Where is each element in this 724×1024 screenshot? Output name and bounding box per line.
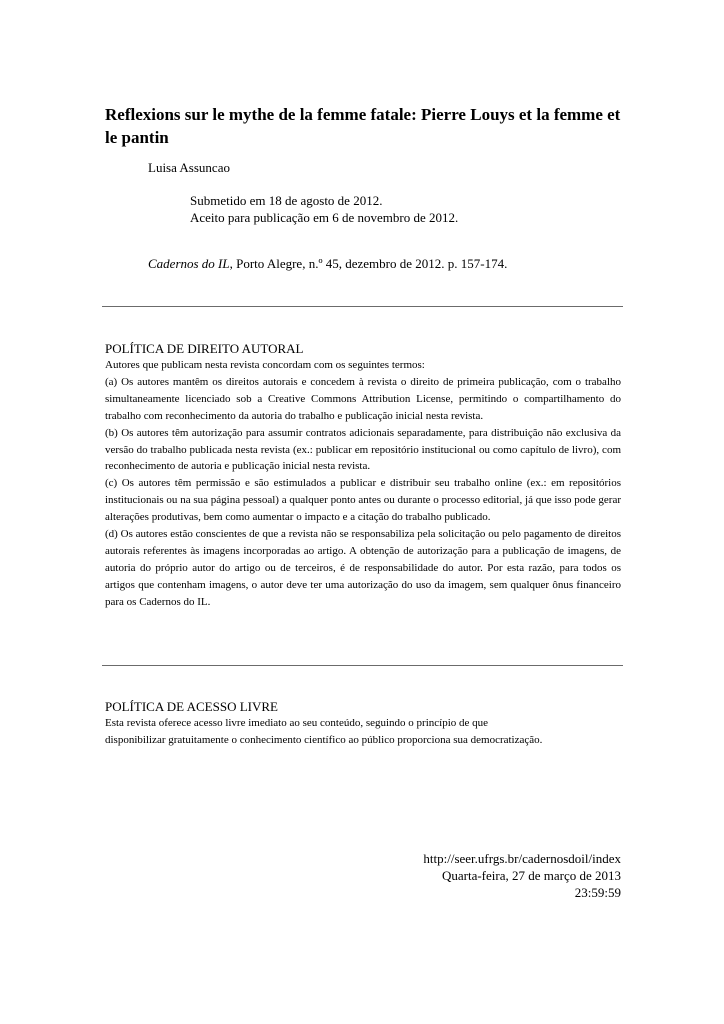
copyright-term-a: (a) Os autores mantêm os direitos autorais e concedem à revista o direito de primeira publicação, com o trabalho simultaneamente licenciado sob a Creative Commons Attribution License, permitindo o compartilhamento do trabalho com reconhecimento da autoria do trabalho e publicação inicial nesta revista. (105, 375, 621, 422)
footer-url[interactable]: http://seer.ufrgs.br/cadernosdoil/index (423, 851, 621, 866)
footer-date: Quarta-feira, 27 de março de 2013 (441, 868, 621, 883)
citation (148, 256, 507, 272)
citation-details: , Porto Alegre, n.º 45, dezembro de 2012. p. 157-174. (229, 256, 508, 271)
divider-bottom (102, 665, 623, 666)
copyright-term-c: (c) Os autores têm permissão e são estimulados a publicar e distribuir seu trabalho online (ex.: em repositórios institucionais ou na sua página pessoal) a qualquer ponto antes ou durante o processo editorial, já que isso pode gerar alterações produtivas, bem como aumentar o impacto e a citação do trabalho publicado. (105, 477, 621, 524)
open-access-heading: POLÍTICA DE ACESSO LIVRE (105, 699, 278, 714)
copyright-term-b: (b) Os autores têm autorização para assumir contratos adicionais separadamente, para distribuição não exclusiva da versão do trabalho publicada nesta revista (ex.: publicar em repositório institucional ou como capítulo de livro), com reconhecimento de autoria e publicação inicial nesta revista. (105, 426, 621, 473)
copyright-body (105, 357, 621, 611)
article-title: Reflexions sur le mythe de la femme fatale: Pierre Louys et la femme et le pantin (105, 105, 621, 147)
open-access-text: Esta revista oferece acesso livre imediato ao seu conteúdo, seguindo o princípio de que disponibilizar gratuitamente o conhecimento científico ao público proporciona sua democratização. (105, 717, 543, 746)
footer (423, 850, 621, 901)
citation-journal: Cadernos do IL (148, 256, 230, 271)
footer-time: 23:59:59 (574, 885, 621, 900)
divider-top (102, 306, 623, 307)
article-author: Luisa Assuncao (148, 160, 230, 175)
copyright-heading: POLÍTICA DE DIREITO AUTORAL (105, 341, 304, 356)
open-access-body (105, 715, 545, 749)
submission-dates (190, 192, 458, 226)
submitted-date: Submetido em 18 de agosto de 2012. (190, 193, 383, 208)
copyright-intro: Autores que publicam nesta revista concordam com os seguintes termos: (105, 359, 425, 371)
accepted-date: Aceito para publicação em 6 de novembro de 2012. (190, 210, 459, 225)
copyright-term-d: (d) Os autores estão conscientes de que a revista não se responsabiliza pela solicitação ou pelo pagamento de direitos autorais referentes às imagens incorporadas ao artigo. A obtenção de autorização para a publicação de imagens, de autoria do próprio autor do artigo ou de terceiros, é de responsabilidade do autor. Por esta razão, para todos os artigos que contenham imagens, o autor deve ter uma autorização do uso da imagem, sem qualquer ônus financeiro para os Cadernos do IL. (105, 528, 621, 608)
